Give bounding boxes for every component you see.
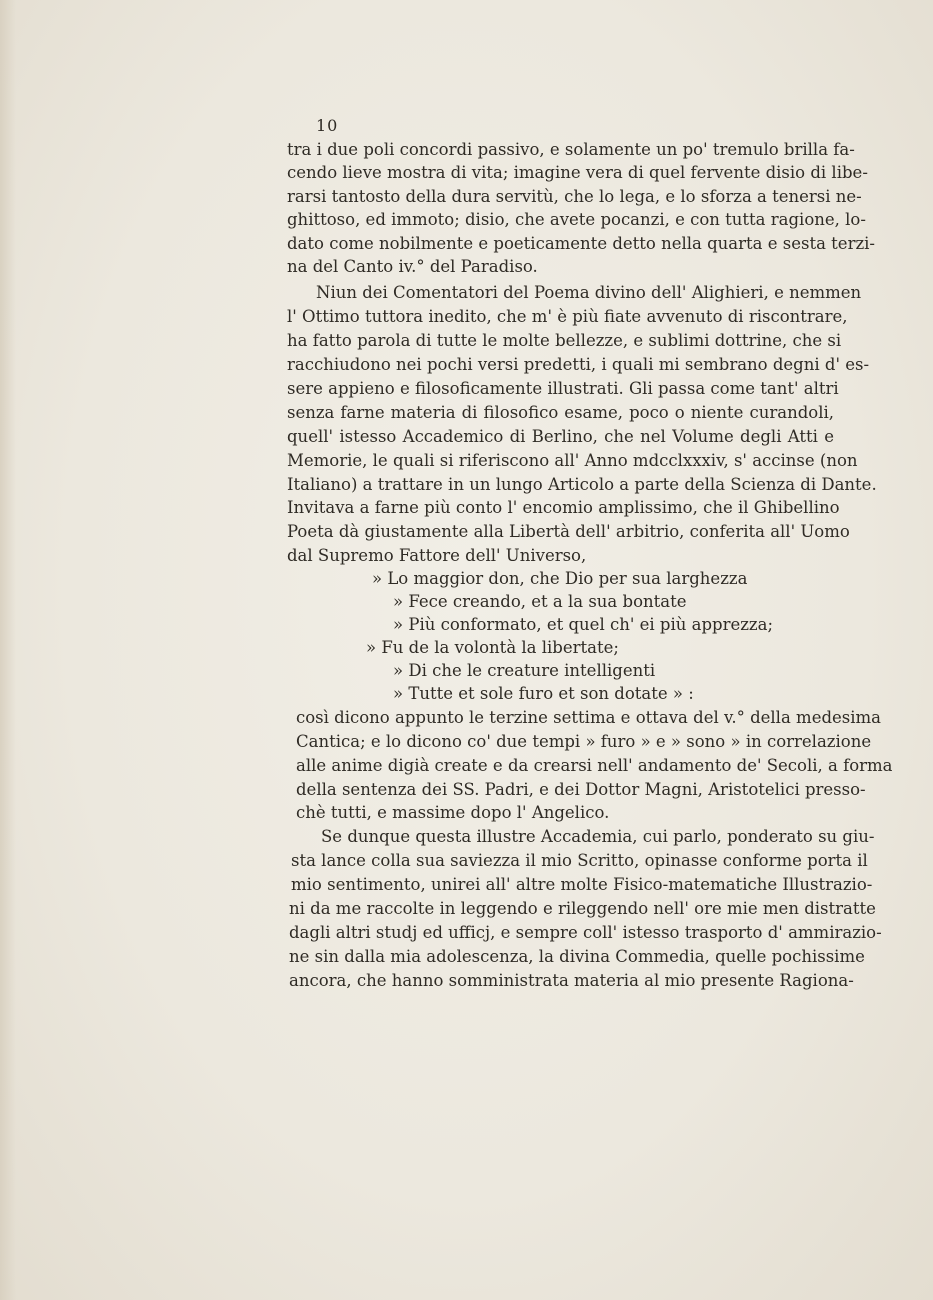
verse-line: » Più conformato, et quel ch' ei più apprezza; — [393, 615, 774, 634]
text-line: ha fatto parola di tutte le molte bellezze, e sublimi dottrine, che si — [287, 331, 842, 350]
text-line: Cantica; e lo dicono co' due tempi » furo » e » sono » in correlazione — [296, 732, 872, 751]
text-line: Invitava a farne più conto l' encomio amplissimo, che il Ghibellino — [287, 498, 840, 517]
text-line: alle anime digià create e da crearsi nell' andamento de' Secoli, a forma — [296, 756, 893, 775]
page-number: 10 — [316, 116, 339, 135]
text-line: quell' istesso Accademico di Berlino, che nel Volume degli Atti e — [287, 427, 834, 446]
verse-line: » Fece creando, et a la sua bontate — [393, 592, 687, 611]
text-line: na del Canto iv.° del Paradiso. — [287, 257, 538, 276]
text-line: ancora, che hanno somministrata materia al mio presente Ragiona- — [289, 971, 854, 990]
text-line: chè tutti, e massime dopo l' Angelico. — [296, 803, 610, 822]
text-line: dagli altri studj ed ufficj, e sempre coll' istesso trasporto d' ammirazio- — [289, 923, 882, 942]
text-line: tra i due poli concordi passivo, e solamente un po' tremulo brilla fa- — [287, 140, 855, 159]
text-line: dal Supremo Fattore dell' Universo, — [287, 546, 587, 565]
text-line: senza farne materia di filosofico esame, poco o niente curandoli, — [287, 403, 834, 422]
text-line: cendo lieve mostra di vita; imagine vera di quel fervente disio di libe- — [287, 163, 868, 182]
text-line: sere appieno e filosoficamente illustrati. Gli passa come tant' altri — [287, 379, 839, 398]
text-line: ghittoso, ed immoto; disio, che avete pocanzi, e con tutta ragione, lo- — [287, 210, 866, 229]
text-line: Se dunque questa illustre Accademia, cui parlo, ponderato su giu- — [321, 827, 875, 846]
text-line: mio sentimento, unirei all' altre molte Fisico-matematiche Illustrazio- — [291, 875, 873, 894]
text-line: Italiano) a trattare in un lungo Articolo a parte della Scienza di Dante. — [287, 475, 877, 494]
verse-line: » Lo maggior don, che Dio per sua larghezza — [372, 569, 748, 588]
text-line: Poeta dà giustamente alla Libertà dell' arbitrio, conferita all' Uomo — [287, 522, 850, 541]
text-line: racchiudono nei pochi versi predetti, i quali mi sembrano degni d' es- — [287, 355, 870, 374]
text-line: della sentenza dei SS. Padri, e dei Dottor Magni, Aristotelici presso- — [296, 780, 866, 799]
text-line: così dicono appunto le terzine settima e ottava del v.° della medesima — [296, 708, 882, 727]
verse-line: » Fu de la volontà la libertate; — [366, 638, 619, 657]
text-line: ne sin dalla mia adolescenza, la divina Commedia, quelle pochissime — [289, 947, 865, 966]
text-line: ni da me raccolte in leggendo e rileggendo nell' ore mie men distratte — [289, 899, 876, 918]
text-line: Niun dei Comentatori del Poema divino dell' Alighieri, e nemmen — [316, 283, 862, 302]
text-line: rarsi tantosto della dura servitù, che lo lega, e lo sforza a tenersi ne- — [287, 187, 862, 206]
verse-line: » Tutte et sole furo et son dotate » : — [393, 684, 694, 703]
text-line: sta lance colla sua saviezza il mio Scritto, opinasse conforme porta il — [291, 851, 868, 870]
text-line: dato come nobilmente e poeticamente detto nella quarta e sesta terzi- — [287, 234, 875, 253]
text-line: Memorie, le quali si riferiscono all' Anno mdcclxxxiv, s' accinse (non — [287, 451, 858, 470]
text-line: l' Ottimo tuttora inedito, che m' è più fiate avvenuto di riscontrare, — [287, 307, 848, 326]
page-edge-shadow — [0, 0, 16, 1300]
verse-line: » Di che le creature intelligenti — [393, 661, 656, 680]
